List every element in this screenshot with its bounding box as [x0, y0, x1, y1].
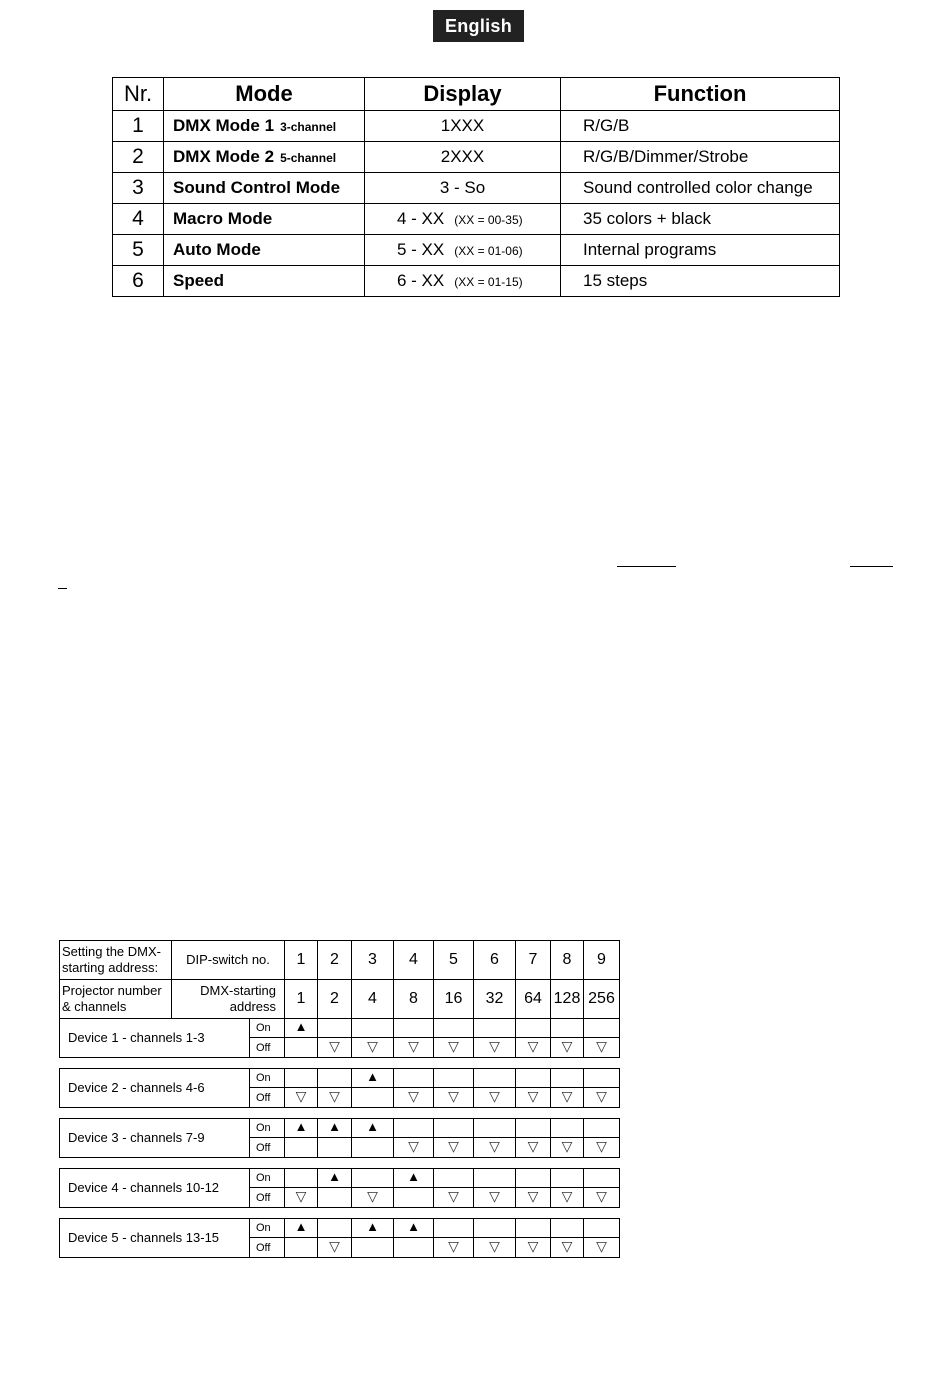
dip-switch-number: 3 — [352, 941, 394, 980]
dip-switch-number: 9 — [584, 941, 620, 980]
mode-display: 5 - XX — [397, 240, 445, 259]
triangle-down-icon: ▽ — [596, 1038, 607, 1054]
triangle-up-icon: ▲ — [366, 1119, 379, 1134]
dip-off-cell — [434, 1138, 474, 1158]
dip-off-cell — [318, 1088, 352, 1108]
triangle-up-icon: ▲ — [328, 1119, 341, 1134]
dip-on-cell — [584, 1069, 620, 1088]
dip-on-cell — [474, 1119, 516, 1138]
mode-table-header — [113, 78, 840, 111]
language-badge: English — [433, 10, 524, 42]
device-dip-table — [59, 1168, 620, 1208]
dip-on-cell — [434, 1019, 474, 1038]
triangle-down-icon: ▽ — [329, 1238, 340, 1254]
triangle-down-icon: ▽ — [596, 1188, 607, 1204]
triangle-down-icon: ▽ — [561, 1188, 573, 1204]
triangle-up-icon: ▲ — [407, 1169, 420, 1184]
mode-name: Speed — [173, 271, 225, 290]
mode-display-cell — [365, 111, 561, 142]
device-name: Device 3 - channels 7-9 — [60, 1119, 250, 1158]
dip-off-cell — [434, 1088, 474, 1108]
dip-on-cell — [285, 1119, 318, 1138]
dip-switch-number: 1 — [285, 941, 318, 980]
triangle-down-icon: ▽ — [408, 1088, 419, 1104]
dip-on-cell — [285, 1069, 318, 1088]
dip-on-cell — [352, 1069, 394, 1088]
triangle-down-icon: ▽ — [295, 1188, 307, 1204]
dip-on-row — [60, 1219, 620, 1238]
triangle-down-icon: ▽ — [489, 1188, 500, 1204]
mode-name-cell — [164, 235, 365, 266]
mode-number: 6 — [113, 266, 164, 297]
dip-off-cell — [318, 1238, 352, 1258]
dip-on-cell — [474, 1019, 516, 1038]
dip-off-cell — [285, 1088, 318, 1108]
dip-off-cell — [516, 1138, 551, 1158]
mode-display-cell — [365, 235, 561, 266]
mode-row — [113, 111, 840, 142]
dip-switch-number: 2 — [318, 941, 352, 980]
dip-off-cell — [474, 1088, 516, 1108]
triangle-down-icon: ▽ — [448, 1038, 459, 1054]
dip-off-cell — [394, 1138, 434, 1158]
dip-switch-value: 256 — [584, 980, 620, 1019]
dip-switch-value: 128 — [551, 980, 584, 1019]
dip-on-cell — [551, 1169, 584, 1188]
dip-off-cell — [285, 1188, 318, 1208]
dip-off-cell — [584, 1038, 620, 1058]
mode-display: 2XXX — [440, 147, 485, 166]
on-label: On — [250, 1169, 285, 1188]
header-function: Function — [561, 78, 840, 111]
triangle-down-icon: ▽ — [561, 1238, 573, 1254]
triangle-down-icon: ▽ — [527, 1038, 539, 1054]
dip-switch-value: 64 — [516, 980, 551, 1019]
triangle-down-icon: ▽ — [489, 1138, 500, 1154]
triangle-down-icon: ▽ — [329, 1038, 340, 1054]
dip-off-cell — [584, 1238, 620, 1258]
mode-name: DMX Mode 2 — [173, 147, 275, 166]
dip-switch-value: 8 — [394, 980, 434, 1019]
header-nr: Nr. — [113, 78, 164, 111]
dip-on-cell — [434, 1119, 474, 1138]
triangle-down-icon: ▽ — [408, 1138, 419, 1154]
device-name: Device 4 - channels 10-12 — [60, 1169, 250, 1208]
dip-off-cell — [516, 1238, 551, 1258]
dip-on-row — [60, 1169, 620, 1188]
dip-off-cell — [394, 1088, 434, 1108]
dip-on-cell — [285, 1169, 318, 1188]
dip-on-cell — [394, 1219, 434, 1238]
dip-off-cell — [551, 1088, 584, 1108]
mode-number: 1 — [113, 111, 164, 142]
mode-function: R/G/B/Dimmer/Strobe — [561, 142, 840, 173]
mode-name: Sound Control Mode — [173, 178, 341, 197]
mode-function: Sound controlled color change — [561, 173, 840, 204]
dip-on-cell — [584, 1119, 620, 1138]
dip-switch-value: 2 — [318, 980, 352, 1019]
dip-on-cell — [434, 1069, 474, 1088]
device-dip-table — [59, 1068, 620, 1108]
dip-off-cell — [551, 1238, 584, 1258]
dip-on-cell — [551, 1119, 584, 1138]
mode-display-cell — [365, 204, 561, 235]
dip-switch-value: 4 — [352, 980, 394, 1019]
dip-switch-value: 1 — [285, 980, 318, 1019]
mode-channel-count: 3-channel — [280, 120, 337, 134]
triangle-up-icon: ▲ — [407, 1219, 420, 1234]
dip-on-cell — [584, 1019, 620, 1038]
mode-name-cell — [164, 173, 365, 204]
dip-on-cell — [394, 1169, 434, 1188]
dip-switch-value: 32 — [474, 980, 516, 1019]
dip-off-cell — [584, 1188, 620, 1208]
mode-display-cell — [365, 142, 561, 173]
dip-off-cell — [394, 1188, 434, 1208]
dip-switch-number: 7 — [516, 941, 551, 980]
device-dip-table — [59, 1118, 620, 1158]
triangle-down-icon: ▽ — [561, 1088, 573, 1104]
device-dip-table — [59, 1018, 620, 1058]
dip-off-cell — [474, 1138, 516, 1158]
mode-table — [112, 77, 840, 297]
off-label: Off — [250, 1188, 285, 1208]
header-display: Display — [365, 78, 561, 111]
dip-off-cell — [434, 1238, 474, 1258]
mode-name: Auto Mode — [173, 240, 261, 259]
dip-on-cell — [285, 1019, 318, 1038]
mode-function: 15 steps — [561, 266, 840, 297]
dmx-starting-address-label: DMX-starting address — [172, 980, 285, 1019]
triangle-down-icon: ▽ — [489, 1038, 500, 1054]
dip-on-cell — [516, 1119, 551, 1138]
mode-display: 3 - So — [439, 178, 486, 197]
projector-channels-label: Projector number & channels — [60, 980, 172, 1019]
dip-switch-number: 8 — [551, 941, 584, 980]
triangle-up-icon: ▲ — [294, 1119, 308, 1134]
triangle-down-icon: ▽ — [408, 1038, 419, 1054]
mode-display: 1XXX — [440, 116, 485, 135]
dip-switch-number: 5 — [434, 941, 474, 980]
mode-name: Macro Mode — [173, 209, 273, 228]
dip-on-cell — [434, 1169, 474, 1188]
mode-function: R/G/B — [561, 111, 840, 142]
triangle-down-icon: ▽ — [448, 1188, 459, 1204]
dip-on-cell — [584, 1219, 620, 1238]
triangle-down-icon: ▽ — [448, 1088, 459, 1104]
triangle-up-icon: ▲ — [294, 1019, 308, 1034]
dip-on-cell — [318, 1069, 352, 1088]
off-label: Off — [250, 1088, 285, 1108]
triangle-down-icon: ▽ — [561, 1038, 573, 1054]
dip-off-cell — [394, 1038, 434, 1058]
dip-on-row — [60, 1019, 620, 1038]
mode-name-cell — [164, 142, 365, 173]
device-name: Device 1 - channels 1-3 — [60, 1019, 250, 1058]
dip-off-cell — [434, 1038, 474, 1058]
off-label: Off — [250, 1238, 285, 1258]
dip-on-cell — [394, 1069, 434, 1088]
triangle-down-icon: ▽ — [295, 1088, 307, 1104]
dip-off-cell — [352, 1088, 394, 1108]
underline-mark — [850, 566, 893, 567]
dip-off-cell — [551, 1188, 584, 1208]
dip-off-cell — [584, 1088, 620, 1108]
triangle-up-icon: ▲ — [328, 1169, 341, 1184]
triangle-down-icon: ▽ — [489, 1238, 500, 1254]
dip-off-cell — [516, 1088, 551, 1108]
mode-number: 2 — [113, 142, 164, 173]
mode-row — [113, 204, 840, 235]
dip-on-cell — [318, 1019, 352, 1038]
triangle-up-icon: ▲ — [366, 1219, 379, 1234]
triangle-down-icon: ▽ — [527, 1088, 539, 1104]
display-range: (XX = 01-15) — [454, 275, 523, 289]
dip-header-row-address — [60, 980, 620, 1019]
mode-number: 3 — [113, 173, 164, 204]
dip-on-cell — [474, 1169, 516, 1188]
dip-on-cell — [474, 1069, 516, 1088]
dip-off-cell — [318, 1138, 352, 1158]
triangle-down-icon: ▽ — [527, 1188, 539, 1204]
mode-row — [113, 235, 840, 266]
dip-on-cell — [352, 1219, 394, 1238]
dip-header-row-switch — [60, 941, 620, 980]
dip-off-cell — [352, 1038, 394, 1058]
dip-off-cell — [434, 1188, 474, 1208]
dip-off-cell — [352, 1188, 394, 1208]
device-name: Device 5 - channels 13-15 — [60, 1219, 250, 1258]
dip-off-cell — [551, 1138, 584, 1158]
triangle-up-icon: ▲ — [366, 1069, 379, 1084]
underline-mark — [58, 588, 67, 589]
triangle-down-icon: ▽ — [367, 1038, 378, 1054]
dip-off-cell — [394, 1238, 434, 1258]
mode-display: 4 - XX — [397, 209, 445, 228]
dip-off-cell — [352, 1138, 394, 1158]
triangle-up-icon: ▲ — [294, 1219, 308, 1234]
dip-off-cell — [318, 1188, 352, 1208]
mode-display-cell — [365, 173, 561, 204]
triangle-down-icon: ▽ — [527, 1138, 539, 1154]
on-label: On — [250, 1219, 285, 1238]
dip-off-cell — [474, 1038, 516, 1058]
off-label: Off — [250, 1038, 285, 1058]
dip-setting-label: Setting the DMX- starting address: — [60, 941, 172, 980]
dip-on-cell — [434, 1219, 474, 1238]
triangle-down-icon: ▽ — [527, 1238, 539, 1254]
dip-off-cell — [285, 1138, 318, 1158]
on-label: On — [250, 1119, 285, 1138]
triangle-down-icon: ▽ — [489, 1088, 500, 1104]
mode-row — [113, 173, 840, 204]
off-label: Off — [250, 1138, 285, 1158]
triangle-down-icon: ▽ — [596, 1138, 607, 1154]
mode-number: 4 — [113, 204, 164, 235]
on-label: On — [250, 1019, 285, 1038]
dip-on-cell — [352, 1119, 394, 1138]
dip-on-cell — [551, 1019, 584, 1038]
display-range: (XX = 00-35) — [454, 213, 523, 227]
dip-switch-number: 4 — [394, 941, 434, 980]
dip-switch-no-label: DIP-switch no. — [172, 941, 285, 980]
mode-function: 35 colors + black — [561, 204, 840, 235]
dip-on-cell — [516, 1069, 551, 1088]
dip-on-cell — [318, 1169, 352, 1188]
dip-off-cell — [516, 1038, 551, 1058]
dip-switch-number: 6 — [474, 941, 516, 980]
mode-row — [113, 266, 840, 297]
mode-channel-count: 5-channel — [280, 151, 337, 165]
triangle-down-icon: ▽ — [448, 1138, 459, 1154]
dip-off-cell — [474, 1238, 516, 1258]
mode-display-cell — [365, 266, 561, 297]
dip-on-cell — [352, 1169, 394, 1188]
device-name: Device 2 - channels 4-6 — [60, 1069, 250, 1108]
header-mode: Mode — [164, 78, 365, 111]
dip-on-cell — [551, 1219, 584, 1238]
mode-display: 6 - XX — [397, 271, 445, 290]
device-dip-table — [59, 1218, 620, 1258]
dip-off-cell — [584, 1138, 620, 1158]
dip-off-cell — [551, 1038, 584, 1058]
dip-on-cell — [285, 1219, 318, 1238]
dip-off-cell — [285, 1038, 318, 1058]
mode-name-cell — [164, 111, 365, 142]
dip-off-cell — [474, 1188, 516, 1208]
on-label: On — [250, 1069, 285, 1088]
dip-on-row — [60, 1119, 620, 1138]
dip-on-cell — [318, 1119, 352, 1138]
mode-name-cell — [164, 204, 365, 235]
mode-name: DMX Mode 1 — [173, 116, 275, 135]
dip-on-cell — [352, 1019, 394, 1038]
mode-function: Internal programs — [561, 235, 840, 266]
triangle-down-icon: ▽ — [329, 1088, 340, 1104]
triangle-down-icon: ▽ — [596, 1238, 607, 1254]
dip-off-cell — [318, 1038, 352, 1058]
dip-off-cell — [516, 1188, 551, 1208]
mode-number: 5 — [113, 235, 164, 266]
dip-off-cell — [285, 1238, 318, 1258]
triangle-down-icon: ▽ — [561, 1138, 573, 1154]
dip-switch-value: 16 — [434, 980, 474, 1019]
dip-on-cell — [551, 1069, 584, 1088]
dip-on-cell — [516, 1019, 551, 1038]
dip-on-cell — [516, 1219, 551, 1238]
mode-row — [113, 142, 840, 173]
mode-name-cell — [164, 266, 365, 297]
triangle-down-icon: ▽ — [596, 1088, 607, 1104]
dip-on-row — [60, 1069, 620, 1088]
triangle-down-icon: ▽ — [448, 1238, 459, 1254]
underline-mark — [617, 566, 676, 567]
dip-on-cell — [584, 1169, 620, 1188]
dip-off-cell — [352, 1238, 394, 1258]
dip-on-cell — [516, 1169, 551, 1188]
dip-on-cell — [474, 1219, 516, 1238]
dip-on-cell — [318, 1219, 352, 1238]
display-range: (XX = 01-06) — [454, 244, 523, 258]
dip-switch-header — [59, 940, 620, 1019]
triangle-down-icon: ▽ — [367, 1188, 378, 1204]
dip-on-cell — [394, 1119, 434, 1138]
dip-on-cell — [394, 1019, 434, 1038]
